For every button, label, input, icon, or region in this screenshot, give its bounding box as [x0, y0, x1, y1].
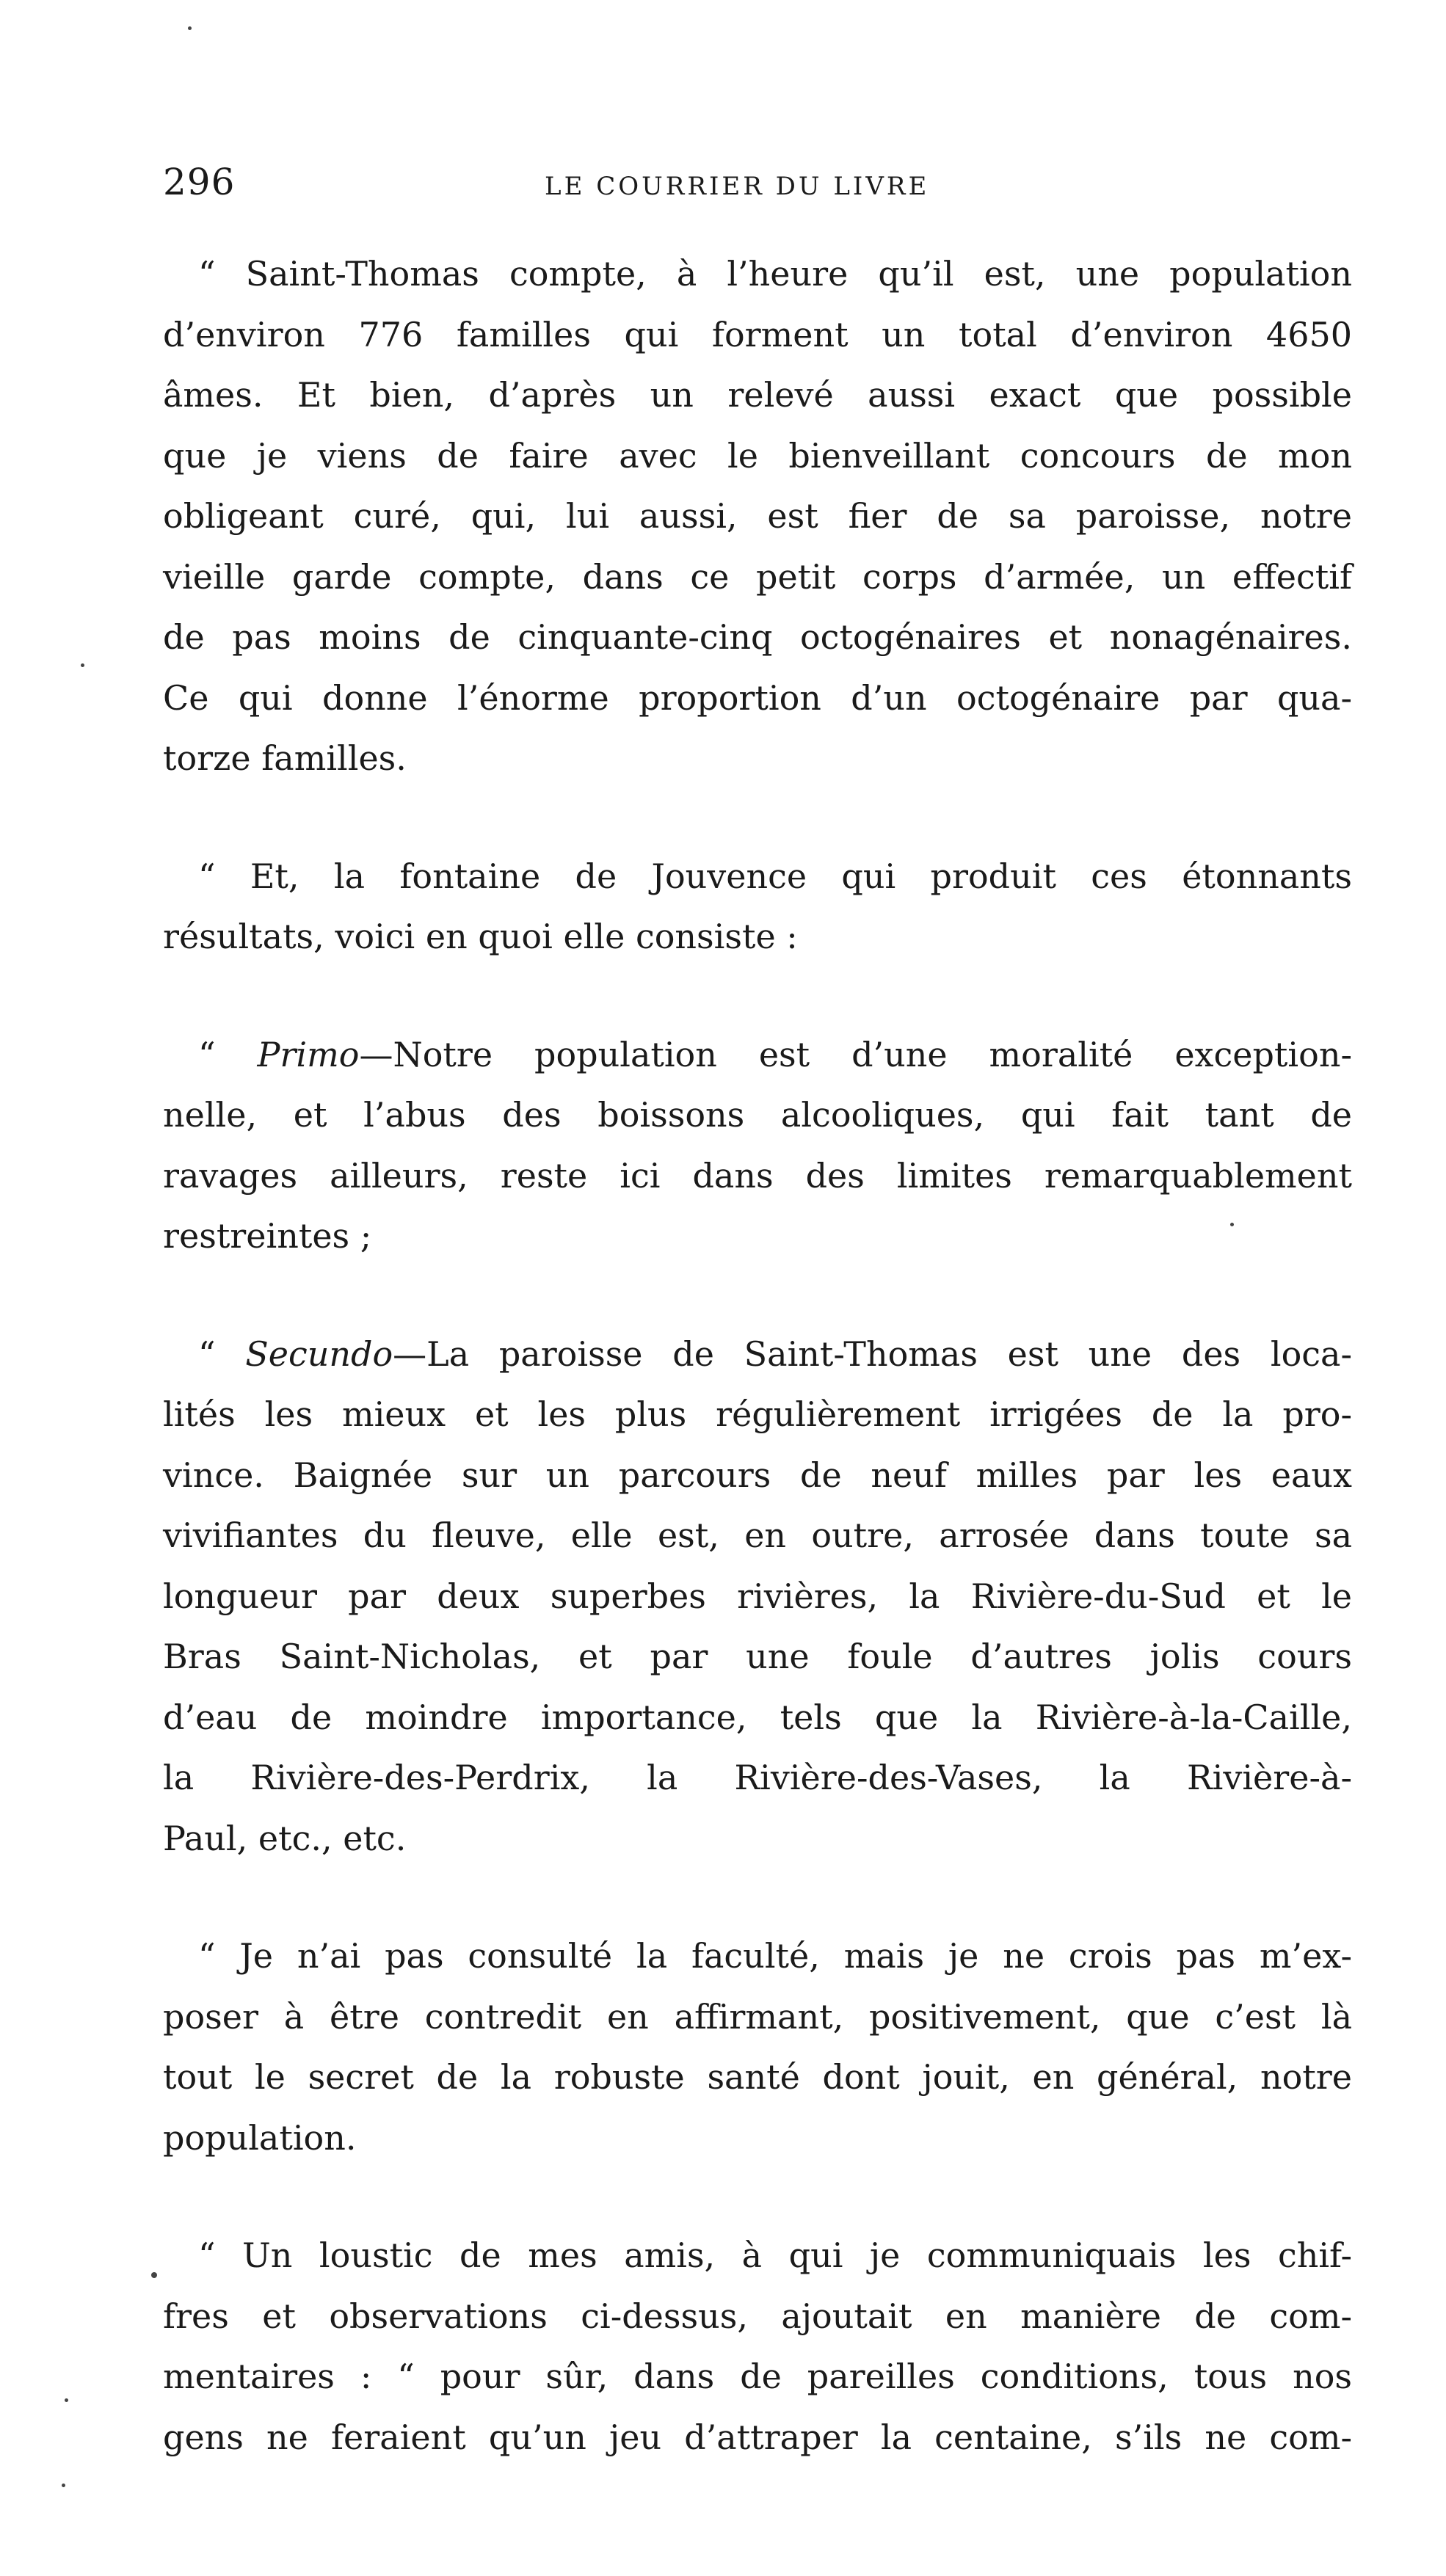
- opening-quote: “: [198, 1334, 216, 1374]
- text-line: fres et observations ci-dessus, ajoutait en manière de com-: [163, 2296, 1352, 2336]
- text-run: —Notre population est d’une moralité exception-: [359, 1034, 1352, 1074]
- text-line: de pas moins de cinquante-cinq octogénaires et nonagénaires.: [163, 617, 1352, 657]
- text-line: vivifiantes du fleuve, elle est, en outre, arrosée dans toute sa: [163, 1516, 1352, 1555]
- text-line: obligeant curé, qui, lui aussi, est fier de sa paroisse, notre: [163, 496, 1352, 536]
- text-line: [163, 1025, 1352, 1085]
- paragraph: [163, 1025, 1352, 1267]
- text-line: “ Je n’ai pas consulté la faculté, mais je ne crois pas m’ex-: [198, 1936, 1352, 1976]
- text-line: Paul, etc., etc.: [163, 1818, 407, 1858]
- scan-speck: [188, 26, 192, 30]
- text-line: résultats, voici en quoi elle consiste :: [163, 917, 798, 956]
- running-head: LE COURRIER DU LIVRE: [545, 172, 930, 201]
- text-line: vieille garde compte, dans ce petit corps d’armée, un effectif: [163, 556, 1352, 597]
- paragraph: [163, 846, 1352, 967]
- text-line: longueur par deux superbes rivières, la Rivière-du-Sud et le: [163, 1576, 1352, 1616]
- text-line: poser à être contredit en affirmant, positivement, que c’est là: [163, 1996, 1352, 2037]
- paragraph: [163, 1926, 1352, 2168]
- text-line: “ Saint-Thomas compte, à l’heure qu’il est, une population: [198, 254, 1352, 294]
- text-line: que je viens de faire avec le bienveillant concours de mon: [163, 435, 1352, 476]
- text-line: population.: [163, 2117, 357, 2158]
- page-number: 296: [163, 161, 236, 203]
- text-line: gens ne feraient qu’un jeu d’attraper la centaine, s’ils ne com-: [163, 2417, 1352, 2457]
- opening-quote: “: [198, 1034, 216, 1074]
- body-text: [163, 244, 1352, 2467]
- scan-speck: [65, 2398, 68, 2402]
- text-line: âmes. Et bien, d’après un relevé aussi exact que possible: [163, 375, 1352, 415]
- paragraph: [163, 2225, 1352, 2467]
- paragraph: [163, 1324, 1352, 1869]
- text-line: d’environ 776 familles qui forment un total d’environ 4650: [163, 314, 1352, 354]
- text-line: Ce qui donne l’énorme proportion d’un octogénaire par qua-: [163, 677, 1352, 718]
- text-line: d’eau de moindre importance, tels que la Rivière-à-la-Caille,: [163, 1697, 1352, 1737]
- text-line: [163, 1324, 1352, 1385]
- scan-speck: [62, 2484, 65, 2487]
- text-line: mentaires : “ pour sûr, dans de pareilles conditions, tous nos: [163, 2357, 1352, 2396]
- italic-term: Primo: [257, 1034, 360, 1074]
- text-line: vince. Baignée sur un parcours de neuf milles par les eaux: [163, 1455, 1352, 1495]
- text-line: Bras Saint-Nicholas, et par une foule d’autres jolis cours: [163, 1637, 1352, 1676]
- text-line: torze familles.: [163, 738, 407, 778]
- text-line: la Rivière-des-Perdrix, la Rivière-des-Vases, la Rivière-à-: [163, 1758, 1352, 1797]
- scan-speck: [81, 663, 84, 667]
- text-line: tout le secret de la robuste santé dont jouit, en général, notre: [163, 2057, 1352, 2097]
- paragraph: [163, 244, 1352, 789]
- text-line: “ Et, la fontaine de Jouvence qui produit ces étonnants: [198, 856, 1352, 896]
- italic-term: Secundo: [245, 1334, 393, 1374]
- text-line: ravages ailleurs, reste ici dans des limites remarquablement: [163, 1155, 1352, 1196]
- text-line: restreintes ;: [163, 1216, 372, 1256]
- scan-speck: [151, 2272, 157, 2278]
- text-line: nelle, et l’abus des boissons alcooliques, qui fait tant de: [163, 1095, 1352, 1135]
- page-header: [163, 160, 1352, 211]
- text-line: lités les mieux et les plus régulièrement irrigées de la pro-: [163, 1394, 1352, 1434]
- text-line: “ Un loustic de mes amis, à qui je communiquais les chif-: [198, 2235, 1352, 2275]
- text-run: —La paroisse de Saint-Thomas est une des loca-: [393, 1334, 1352, 1374]
- scan-speck: [1230, 1223, 1234, 1226]
